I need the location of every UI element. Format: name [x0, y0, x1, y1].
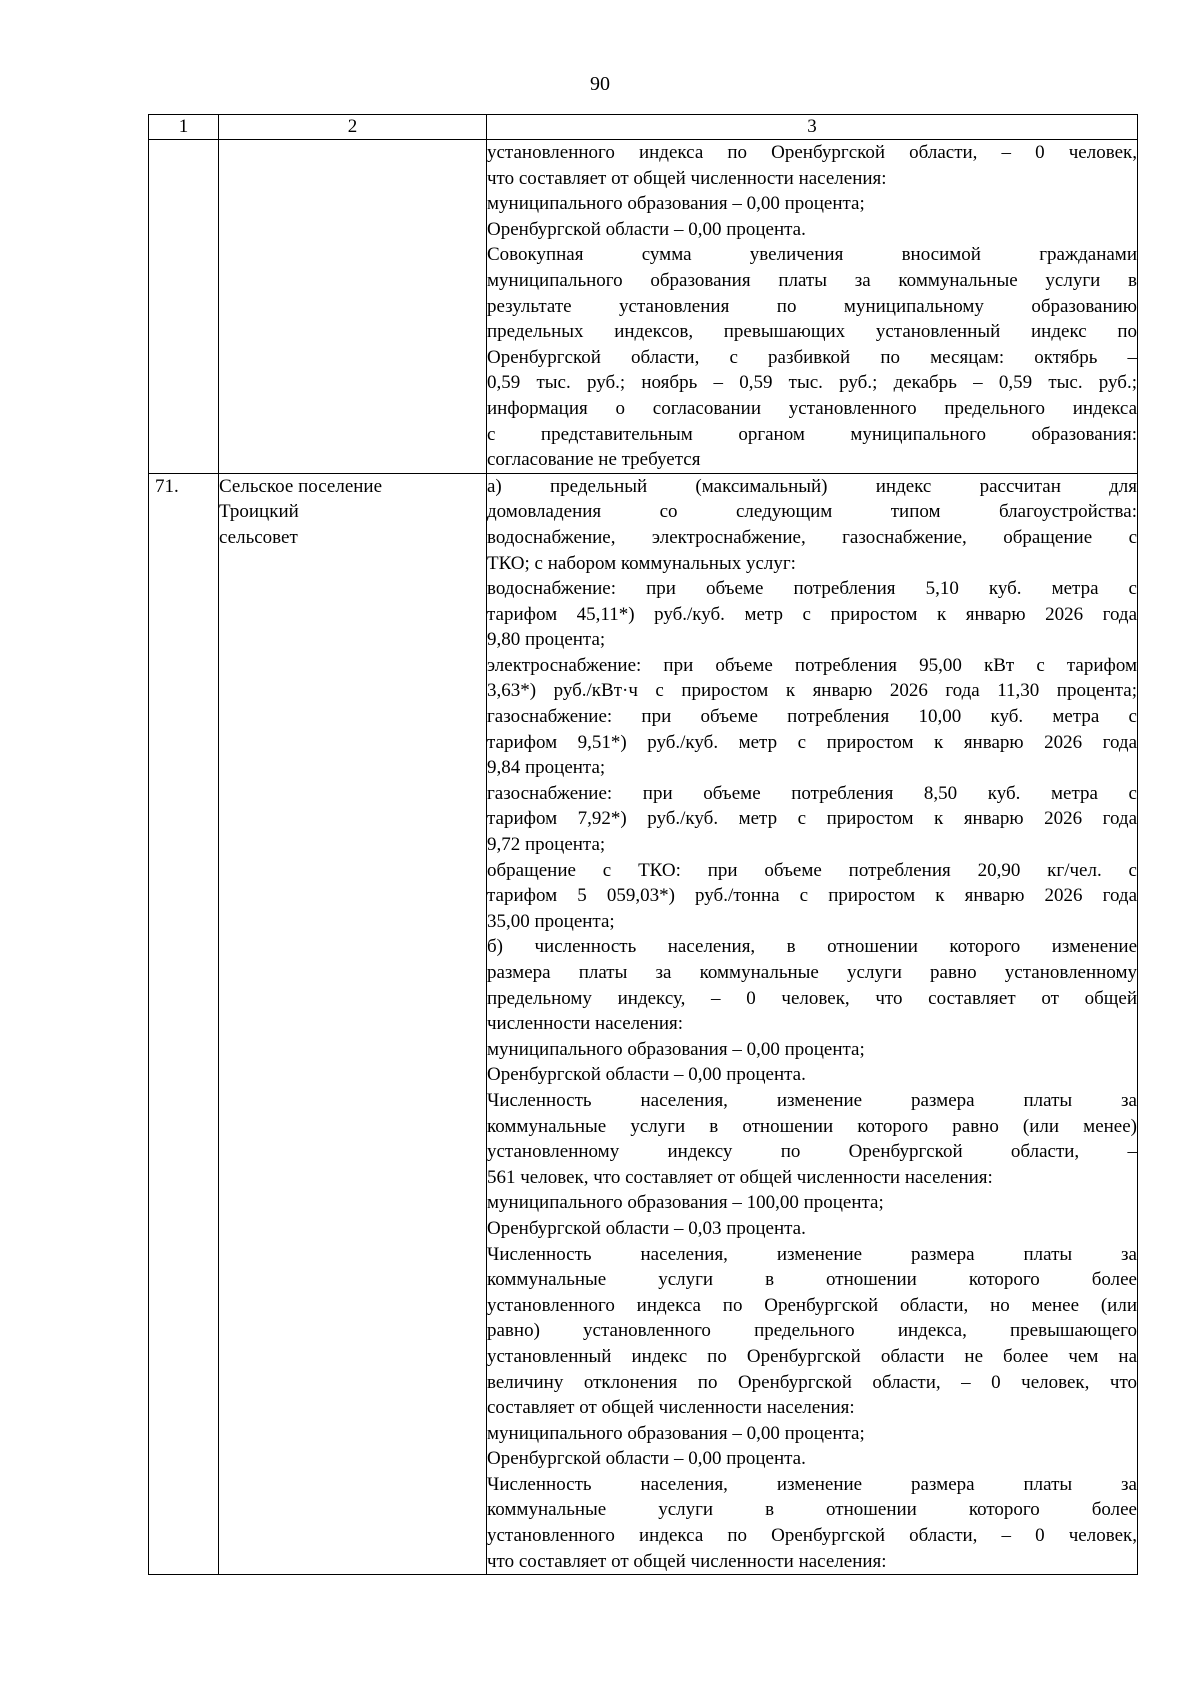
description-cell — [487, 473, 1138, 1575]
description-line: муниципального образования – 0,00 процента; — [487, 1038, 865, 1060]
description-line: ТКО; с набором коммунальных услуг: — [487, 552, 796, 574]
description-line: Численность населения, изменение размера платы за — [487, 1243, 1137, 1265]
row-number-cell — [149, 140, 219, 474]
description-line: 561 человек, что составляет от общей численности населения: — [487, 1166, 993, 1188]
description-cell — [487, 140, 1138, 474]
description-line: газоснабжение: при объеме потребления 10,00 куб. метра с — [487, 706, 1137, 728]
municipality-name-line: сельсовет — [219, 526, 298, 548]
description-line: муниципального образования платы за коммунальные услуги в — [487, 269, 1137, 291]
description-line: 35,00 процента; — [487, 910, 615, 932]
description-line: Численность населения, изменение размера платы за — [487, 1089, 1137, 1111]
data-table — [148, 114, 1138, 1575]
row-number-cell — [149, 473, 219, 1575]
description-line: 9,84 процента; — [487, 757, 606, 779]
description-line: муниципального образования – 0,00 процента; — [487, 1422, 865, 1444]
description-line: согласование не требуется — [487, 449, 701, 471]
description-line: а) предельный (максимальный) индекс рассчитан для — [487, 475, 1137, 497]
description-line: Оренбургской области – 0,03 процента. — [487, 1217, 806, 1239]
column-header-2: 2 — [219, 115, 487, 140]
description-line: тарифом 5 059,03*) руб./тонна с приростом к январю 2026 года — [487, 885, 1137, 907]
description-line: коммунальные услуги в отношении которого более — [487, 1499, 1137, 1521]
description-line: Совокупная сумма увеличения вносимой гражданами — [487, 244, 1137, 266]
description-line: результате установления по муниципальному образованию — [487, 295, 1137, 317]
description-line: установленного индекса по Оренбургской области, но менее (или — [487, 1294, 1137, 1316]
description-line: газоснабжение: при объеме потребления 8,50 куб. метра с — [487, 782, 1137, 804]
description-line: муниципального образования – 100,00 процента; — [487, 1192, 884, 1214]
description-line: что составляет от общей численности населения: — [487, 167, 887, 189]
description-line: величину отклонения по Оренбургской области, – 0 человек, что — [487, 1371, 1137, 1393]
page-number: 90 — [590, 73, 610, 95]
description-line: тарифом 45,11*) руб./куб. метр с приростом к январю 2026 года — [487, 603, 1137, 625]
table-row — [149, 140, 1138, 474]
description-line: Оренбургской области – 0,00 процента. — [487, 218, 806, 240]
description-line: составляет от общей численности населения: — [487, 1397, 855, 1419]
description-line: что составляет от общей численности населения: — [487, 1550, 887, 1572]
description-line: водоснабжение, электроснабжение, газоснабжение, обращение с — [487, 526, 1137, 548]
description-line: равно) установленного предельного индекса, превышающего — [487, 1320, 1137, 1342]
description-line: муниципального образования – 0,00 процента; — [487, 193, 865, 215]
description-line: 0,59 тыс. руб.; ноябрь – 0,59 тыс. руб.; декабрь – 0,59 тыс. руб.; — [487, 372, 1137, 394]
municipality-cell — [219, 473, 487, 1575]
description-line: тарифом 9,51*) руб./куб. метр с приростом к январю 2026 года — [487, 731, 1137, 753]
description-line: Численность населения, изменение размера платы за — [487, 1473, 1137, 1495]
description-line: коммунальные услуги в отношении которого более — [487, 1269, 1137, 1291]
row-number: 71. — [155, 475, 179, 497]
description-line: установленного индекса по Оренбургской области, – 0 человек, — [487, 1525, 1137, 1547]
description-line: предельному индексу, – 0 человек, что составляет от общей — [487, 987, 1137, 1009]
description-line: 9,80 процента; — [487, 629, 606, 651]
description-line: установленного индекса по Оренбургской области, – 0 человек, — [487, 142, 1137, 163]
description-line: коммунальные услуги в отношении которого равно (или менее) — [487, 1115, 1137, 1137]
municipality-name-line: Троицкий — [219, 501, 299, 523]
description-line: тарифом 7,92*) руб./куб. метр с приростом к январю 2026 года — [487, 808, 1137, 830]
description-line: численности населения: — [487, 1013, 684, 1035]
table-row — [149, 473, 1138, 1575]
description-line: установленный индекс по Оренбургской области не более чем на — [487, 1345, 1137, 1367]
description-line: Оренбургской области – 0,00 процента. — [487, 1064, 806, 1086]
description-line: установленному индексу по Оренбургской области, – — [487, 1141, 1137, 1163]
description-line: Оренбургской области, с разбивкой по месяцам: октябрь – — [487, 346, 1137, 368]
description-line: электроснабжение: при объеме потребления 95,00 кВт с тарифом — [487, 654, 1137, 676]
description-line: размера платы за коммунальные услуги равно установленному — [487, 962, 1137, 983]
description-line: 9,72 процента; — [487, 834, 606, 856]
description-line: 3,63*) руб./кВт·ч с приростом к январю 2026 года 11,30 процента; — [487, 680, 1137, 702]
table-header-row — [149, 115, 1138, 140]
column-header-1: 1 — [149, 115, 219, 140]
column-header-3: 3 — [487, 115, 1138, 140]
description-line: водоснабжение: при объеме потребления 5,10 куб. метра с — [487, 578, 1137, 600]
description-line: б) численность населения, в отношении которого изменение — [487, 936, 1137, 958]
description-line: предельных индексов, превышающих установленный индекс по — [487, 321, 1137, 343]
description-line: информация о согласовании установленного предельного индекса — [487, 397, 1137, 419]
description-line: домовладения со следующим типом благоустройства: — [487, 501, 1137, 523]
description-line: Оренбургской области – 0,00 процента. — [487, 1448, 806, 1470]
description-line: обращение с ТКО: при объеме потребления 20,90 кг/чел. с — [487, 859, 1137, 881]
municipality-cell — [219, 140, 487, 474]
description-line: с представительным органом муниципального образования: — [487, 423, 1137, 445]
municipality-name-line: Сельское поселение — [219, 475, 383, 497]
